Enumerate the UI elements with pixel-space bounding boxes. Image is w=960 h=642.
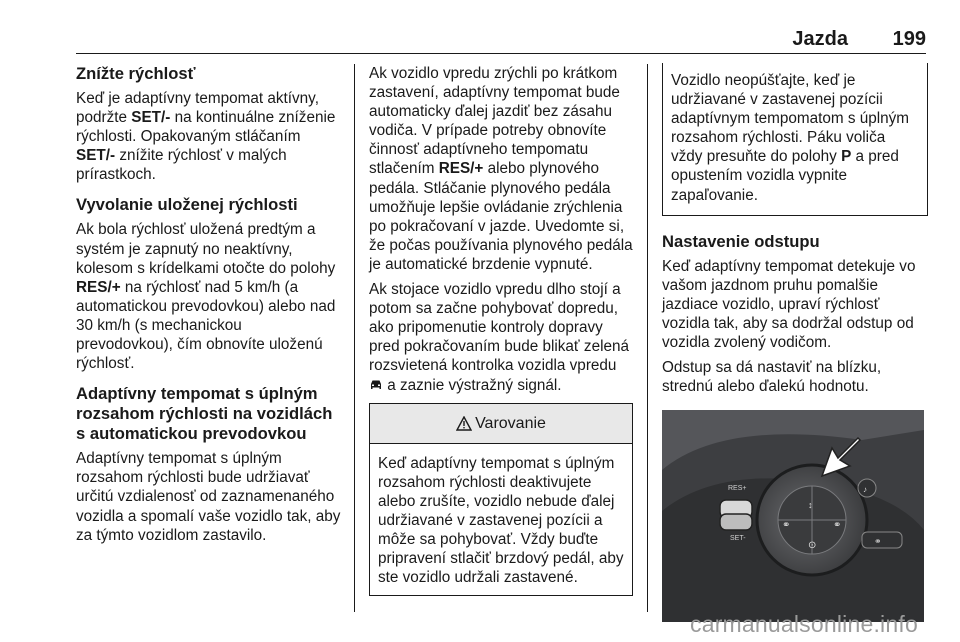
column-1 xyxy=(76,64,342,551)
column-divider-2 xyxy=(647,64,648,612)
svg-text:♪: ♪ xyxy=(863,485,867,495)
svg-text:⚭: ⚭ xyxy=(782,520,791,532)
column-3 xyxy=(662,64,928,622)
paragraph-distance-1: Keď adaptívny tempomat detekuje vo vašom jazdnom pruhu pomalšie jazdiace vozidlo, upraví rýchlosť vozidla tak, aby sa dodržal odstup od vozidla zvolený vodičom. xyxy=(662,257,916,352)
paragraph-reduce-speed: Keď je adaptívny tempomat aktívny, podržte SET/- na kontinuálne zníženie rýchlosti. Opakovaným stláčaním SET/- znížite rýchlosť v malých prírastkoch. xyxy=(76,90,336,184)
warning-continuation-box: Vozidlo neopúšťajte, keď je udržiavané v zastavenej pozícii adaptívnym tempomatom s úplným rozsahom rýchlosti. Páku voliča vždy presuňte do polohy P a pred opustením vozidla vypnite zapaľovanie. xyxy=(662,63,928,216)
column-divider-1 xyxy=(354,64,355,612)
set-label: SET- xyxy=(730,535,746,543)
heading-reduce-speed: Znížte rýchlosť xyxy=(76,64,196,83)
heading-recall-speed: Vyvolanie uloženej rýchlosti xyxy=(76,195,298,215)
heading-full-range-acc: Adaptívny tempomat s úplným rozsahom rýchlosti na vozidlách s automatickou prevodovkou xyxy=(76,384,333,444)
car-front-icon xyxy=(369,379,383,391)
paragraph-distance-2: Odstup sa dá nastaviť na blízku, strednú alebo ďalekú hodnotu. xyxy=(662,359,882,396)
heading-distance-setting: Nastavenie odstupu xyxy=(662,231,820,251)
paragraph-stopped-vehicle: Ak stojace vozidlo vpredu dlho stojí a potom sa začne pohybovať dopredu, ako pripomenutie kontroly dopravy pred pokračovaním bude blikať zelená rozsvietená kontrolka vozidla vpredu a zaznie výstražný signál. xyxy=(369,281,629,394)
paragraph-full-range-acc: Adaptívny tempomat s úplným rozsahom rýchlosti bude udržiavať určitú vzdialenosť od zaznamenaného vozidla a spomalí vaše vozidlo tak, aby za týmto vozidlom zastavilo. xyxy=(76,450,341,544)
warning-box xyxy=(369,403,633,597)
column-2 xyxy=(369,64,633,596)
warning-title: Varovanie xyxy=(475,414,546,432)
page-header xyxy=(76,22,926,52)
section-title: Jazda xyxy=(792,28,848,50)
paragraph-recall-speed: Ak bola rýchlosť uložená predtým a systém je zapnutý no neaktívny, kolesom s krídelkami otočte do polohy RES/+ na rýchlosť nad 5 km/h (a automatickou prevodovkou) alebo nad 30 km/h (s mechanickou prevodovkou), čím obnovíte uloženú rýchlosť. xyxy=(76,221,336,373)
steering-wheel-illustration xyxy=(662,410,924,622)
page-number: 199 xyxy=(892,28,926,50)
svg-text:↕: ↕ xyxy=(808,500,813,511)
warning-header xyxy=(370,404,632,444)
watermark: carmanualsonline.info xyxy=(690,611,918,637)
res-label: RES+ xyxy=(728,485,747,493)
warning-triangle-icon xyxy=(456,416,472,431)
svg-text:⊙: ⊙ xyxy=(808,540,817,552)
steering-wheel-controls-figure xyxy=(662,410,924,622)
warning-text: Keď adaptívny tempomat s úplným rozsahom rýchlosti deaktivujete alebo zrušíte, vozidlo nebude ďalej udržiavané v zastavenej pozícii a môže sa pohybovať. Vždy buďte pripravení stlačiť brzdový pedál, aby ste vozidlo udržali zastavené. xyxy=(378,454,624,587)
svg-text:⚭: ⚭ xyxy=(833,520,842,532)
header-rule xyxy=(76,53,926,54)
svg-text:⚭: ⚭ xyxy=(874,536,882,547)
paragraph-resume: Ak vozidlo vpredu zrýchli po krátkom zastavení, adaptívny tempomat bude automaticky ďalej jazdiť bez zásahu vodiča. V prípade potreby obnovíte činnosť adaptívneho tempomatu stlačením RES/+ alebo plynového pedála. Stláčanie plynového pedála umožňuje lepšie ovládanie zrýchlenia po pokračovaní v jazde. Uvedomte si, že počas používania plynového pedála je automatické brzdenie vypnuté. xyxy=(369,65,633,273)
